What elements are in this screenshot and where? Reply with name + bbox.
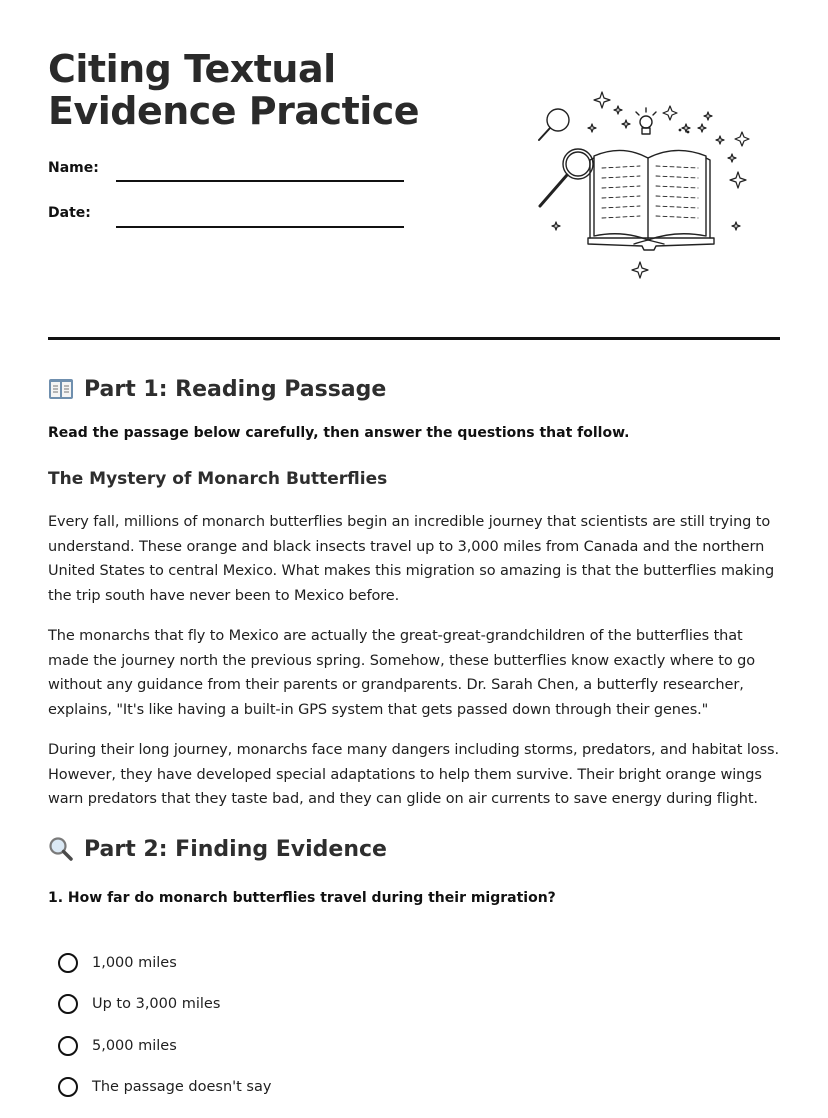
date-label: Date: — [48, 205, 91, 221]
part2-heading — [48, 836, 387, 862]
answer-option-a[interactable] — [58, 953, 177, 973]
radio-button[interactable] — [58, 994, 78, 1014]
part1-heading-text: Part 1: Reading Passage — [84, 376, 387, 402]
part2-heading-text: Part 2: Finding Evidence — [84, 836, 387, 862]
section-divider — [48, 337, 780, 340]
question-1-prompt: 1. How far do monarch butterflies travel during their migration? — [48, 890, 556, 906]
answer-option-b[interactable] — [58, 994, 220, 1014]
answer-option-label: The passage doesn't say — [92, 1079, 272, 1095]
passage-instructions: Read the passage below carefully, then answer the questions that follow. — [48, 425, 630, 441]
radio-button[interactable] — [58, 953, 78, 973]
book-illustration — [530, 84, 762, 284]
name-line[interactable] — [116, 180, 404, 182]
magnifying-glass-icon — [48, 836, 74, 862]
answer-option-label: Up to 3,000 miles — [92, 996, 221, 1012]
passage-paragraph: The monarchs that fly to Mexico are actually the great-great-grandchildren of the butterflies that made the journey north the previous spring. Somehow, these butterflies know exactly where to go without any guidance from their parents or grandparents. Dr. Sarah Chen, a butterfly researcher, explains, "It's like having a built-in GPS system that gets passed down through their genes." — [48, 628, 755, 718]
part1-heading — [48, 376, 386, 402]
radio-button[interactable] — [58, 1077, 78, 1097]
worksheet-page — [48, 0, 780, 1118]
large-magnifier-icon — [540, 149, 593, 206]
date-line[interactable] — [116, 226, 404, 228]
open-book-icon — [48, 376, 74, 402]
name-label: Name: — [48, 160, 99, 176]
worksheet-title: Citing Textual Evidence Practice — [48, 47, 420, 133]
radio-button[interactable] — [58, 1036, 78, 1056]
answer-option-d[interactable] — [58, 1077, 271, 1097]
passage-paragraph: Every fall, millions of monarch butterflies begin an incredible journey that scientists are still trying to understand. These orange and black insects travel up to 3,000 miles from Canada and the northern United States to central Mexico. What makes this migration so amazing is that the butterflies making the trip south have never been to Mexico before. — [48, 514, 775, 604]
small-magnifier-icon — [539, 109, 569, 140]
passage-title: The Mystery of Monarch Butterflies — [48, 469, 388, 489]
open-book-icon — [588, 150, 714, 250]
answer-option-c[interactable] — [58, 1036, 177, 1056]
answer-option-label: 1,000 miles — [92, 955, 177, 971]
passage-paragraph: During their long journey, monarchs face many dangers including storms, predators, and habitat loss. However, they have developed special adaptations to help them survive. Their bright orange wings warn predators that they taste bad, and they can glide on air currents to save energy during flight. — [48, 742, 779, 807]
light-bulb-icon — [636, 108, 656, 134]
answer-option-label: 5,000 miles — [92, 1038, 177, 1054]
